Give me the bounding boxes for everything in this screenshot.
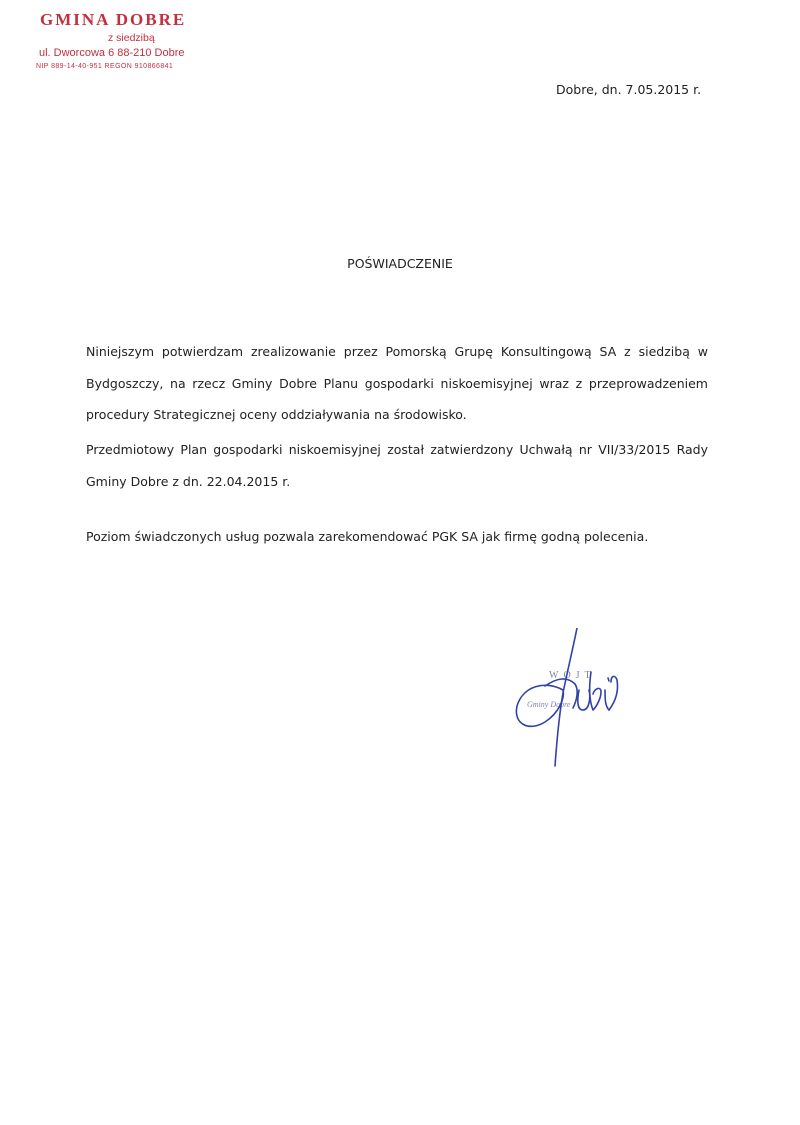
stamp-line-registry: NIP 889-14-40-951 REGON 910866841 — [36, 63, 174, 70]
document-date: Dobre, dn. 7.05.2015 r. — [556, 82, 702, 97]
signature-block — [505, 628, 655, 778]
document-title: POŚWIADCZENIE — [347, 256, 453, 271]
stamp-line-seat: z siedzibą — [108, 32, 155, 44]
municipality-header-stamp — [36, 10, 236, 70]
paragraph-resolution: Przedmiotowy Plan gospodarki niskoemisyjnej został zatwierdzony Uchwałą nr VII/33/2015 Rady Gminy Dobre z dn. 22.04.2015 r. — [86, 442, 708, 489]
handwritten-signature — [505, 628, 655, 778]
stamp-title: GMINA DOBRE — [40, 10, 187, 29]
paragraph-confirmation: Niniejszym potwierdzam zrealizowanie przez Pomorską Grupę Konsultingową SA z siedzibą w Bydgoszczy, na rzecz Gminy Dobre Planu gospodarki niskoemisyjnej wraz z przeprowadzeniem procedury Strategicznej oceny oddziaływania na środowisko. — [86, 344, 708, 422]
stamp-line-address: ul. Dworcowa 6 88-210 Dobre — [39, 47, 185, 59]
signature-stamp-title: WÓJT — [549, 670, 596, 681]
signature-stamp-subtitle: Gminy Dobre — [527, 700, 571, 709]
paragraph-recommendation: Poziom świadczonych usług pozwala zarekomendować PGK SA jak firmę godną polecenia. — [86, 529, 649, 544]
